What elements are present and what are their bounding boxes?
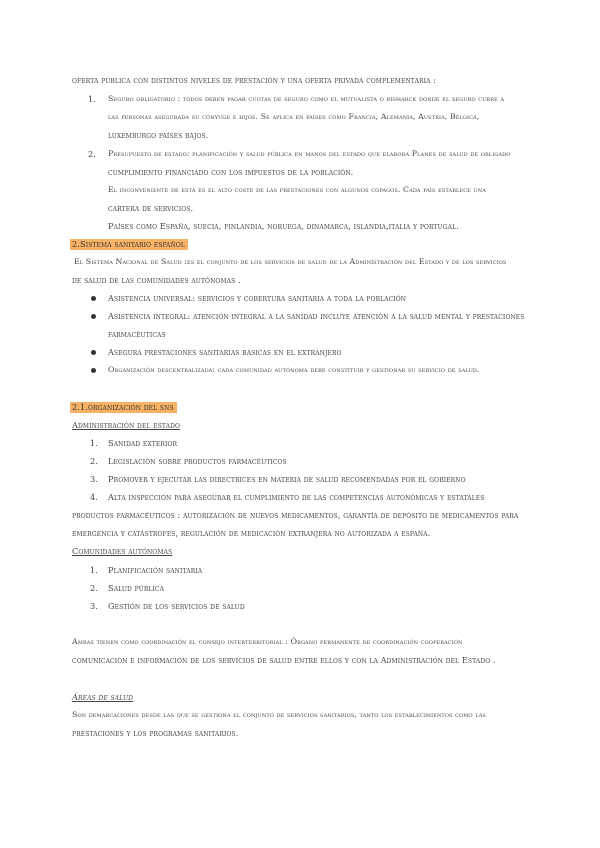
list-item-text: las personas asegurada su cónyuge e hijos. Se aplica en países como Francia, Alemania, Austria, Bélgica, — [108, 112, 480, 121]
list-item-text: Gestión de los servicios de salud — [108, 601, 245, 611]
bullet-text: Asegura prestaciones sanitarias básicas en el extranjero — [108, 347, 342, 357]
list-item-text: Promover y ejecutar las directrices en materia de salud recomendadas por el gobierno — [108, 474, 466, 484]
bullet-icon — [91, 314, 96, 319]
list-item-text: Alta inspección para asegurar el cumplimiento de las competencias autonómicas y estatales — [108, 492, 485, 502]
bullet-icon — [91, 350, 96, 355]
list-item-text: Legislación sobre productos farmacéuticos — [108, 456, 287, 466]
list-number: 3. — [90, 474, 99, 484]
list-number: 2. — [88, 149, 97, 159]
list-number: 1. — [90, 565, 99, 575]
paragraph-line: de salud de las comunidades autónomas . — [72, 275, 241, 285]
list-number: 4. — [90, 492, 99, 502]
bullet-text: Organización descentralizada: cada comunidad autónoma debe constituir y gestionar su servicio de salud. — [108, 365, 480, 374]
list-number: 3. — [90, 601, 99, 611]
paragraph-line: productos farmacéuticos : autorización de nuevos medicamentos, garantía de depósito de medicamentos para — [72, 510, 519, 520]
bullet-text: Asistencia integral: atención integral a la sanidad incluye atención a la salud mental y prestaciones — [108, 311, 525, 321]
list-item-text: cartera de servicios. — [108, 203, 194, 213]
list-item-text: Países como España, suecia, finlandia, noruega, dinamarca, islandia,italia y portugal. — [108, 221, 459, 231]
list-item-text: Planificación sanitaria — [108, 565, 203, 575]
subsection-title: Áreas de salud — [72, 692, 134, 702]
list-item-text: luxemburgo países bajos. — [108, 130, 209, 140]
subsection-title: Comunidades autónomas — [72, 546, 173, 556]
list-item-text: El inconveniente de está es el alto coste de las prestaciones con algunos copagos. Cada país establece una — [108, 185, 486, 194]
list-item-text: Salud pública — [108, 583, 165, 593]
intro-text: oferta pública con distintos niveles de prestación y una oferta privada complementaria : — [72, 75, 437, 85]
list-number: 1. — [90, 438, 99, 448]
bullet-text: Asistencia universal: servicios y cobertura sanitaria a toda la población — [108, 293, 407, 303]
section-heading: 2.1.organización del sns — [70, 401, 177, 413]
list-number: 2. — [90, 583, 99, 593]
subsection-title: Administración del estado — [72, 420, 181, 430]
paragraph-line: El Sistema Nacional de Salud :es el conjunto de los servicios de salud de la Administración del Estado y de los servicios — [74, 257, 507, 266]
list-item-text: Sanidad exterior — [108, 438, 178, 448]
bullet-icon — [91, 296, 96, 301]
paragraph-line: comunicación e información de los servicios de salud entre ellos y con la Administración del Estado . — [72, 655, 496, 665]
paragraph-line: Son demarcaciones desde las que se gestiona el conjunto de servicios sanitarios, tanto los establecimientos como las — [72, 710, 486, 719]
list-number: 2. — [90, 456, 99, 466]
section-heading: 2.Sistema sanitario español — [70, 238, 188, 250]
bullet-text: farmacéuticas — [108, 329, 166, 339]
bullet-icon — [91, 368, 96, 373]
paragraph-line: Ambas tienen como coordinación el consejo interterritorial : Órgano permanente de coordinación cooperación — [72, 637, 463, 646]
list-item-text: Presupuesto de estado: planificación y salud pública en manos del estado que elabora Planes de salud de obligado — [108, 149, 511, 158]
list-item-text: cumplimiento financiado con los impuestos de la población. — [108, 167, 354, 177]
paragraph-line: prestaciones y los programas sanitarios. — [72, 728, 239, 738]
list-number: 1. — [88, 94, 97, 104]
list-item-text: Seguro obligatorio : todos deben pagar cuotas de seguro como el mutualista o bismarck donde el seguro cubre a — [108, 94, 505, 103]
paragraph-line: emergencia y catástrofes, regulación de medicación extranjera no autorizada a españa. — [72, 528, 431, 538]
